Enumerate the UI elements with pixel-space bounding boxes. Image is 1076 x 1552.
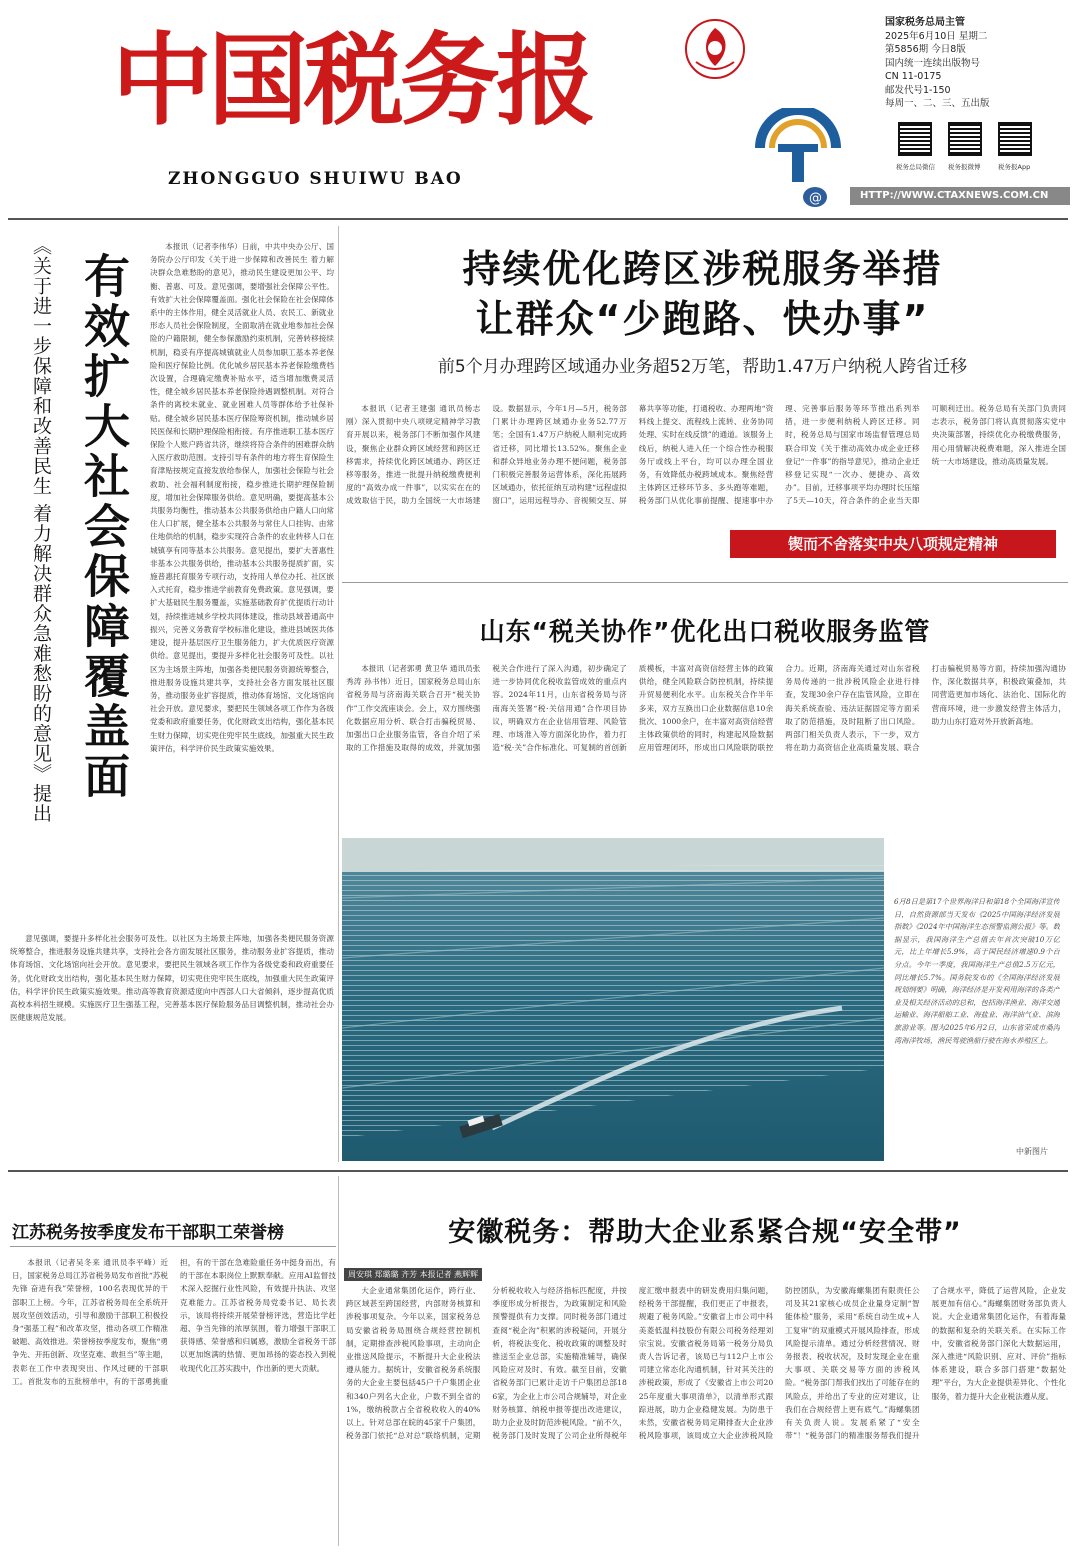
info-line: 国家税务总局主管: [885, 17, 965, 28]
newspaper-emblem-icon: [682, 16, 748, 82]
jiangsu-text: 本报讯（记者吴冬来 通讯员李平峰）近日，国家税务总局江苏省税务局发布首批“苏税先锋 奋进有我”荣誉榜，100名表现优异的干部职工上榜。今年，江苏省税务局在全系统开展攻坚创效活动，引导和激励干部职工积极投身“强基工程”和改革攻坚，推动各项工作精准破题、高效推进。荣誉榜按季度发布，聚焦“勇争先、开拓创新、攻坚克难、敢担当”等主题，表彰在工作中表现突出、作风过硬的干部职工。首批发布的五批榜单中，有的干部勇挑重担，有的干部在急难险重任务中挺身而出，有的干部在本职岗位上默默奉献。应用AI监督技术深入挖掘行业性风险，有效提升执法、攻坚克难能力。江苏省税务局党委书记、局长表示，该局将持续开展荣誉榜评选，营造比学赶超、争当先锋的浓厚氛围，着力增强干部职工获得感、荣誉感和归属感，激励全省税务干部以更加饱满的热情、更加昂扬的姿态投入到税收现代化江苏实践中，作出新的更大贡献。: [12, 1258, 336, 1386]
photo-credit: 中新图片: [1016, 1147, 1048, 1156]
jiangsu-rule: [10, 1246, 336, 1247]
info-line: 第5856期 今日8版: [885, 44, 966, 55]
qr-code-icon[interactable]: [898, 122, 932, 156]
qr-label: 税务报App: [998, 163, 1031, 171]
tax-logo-icon: [752, 108, 844, 186]
info-line: 每周一、二、三、五出版: [885, 98, 990, 109]
masthead-pinyin: ZHONGGUO SHUIWU BAO: [168, 169, 463, 189]
column-divider: [338, 1176, 339, 1546]
jiangsu-headline: 江苏税务按季度发布干部职工荣誉榜: [12, 1223, 284, 1243]
qr-label: 税务总局微信: [896, 163, 935, 171]
shandong-text: 本报讯（记者郭勇 黄卫华 通讯员张秀涛 孙书伟）近日，国家税务总局山东省税务局与济南海关联合召开“税关协作”工作交流座谈会。会上，双方围绕强化数据应用分析、联合打击骗税贸易、加强出口企业服务监管，各自介绍了采取的工作措施及取得的成效，并就加强税关合作进行了深入沟通，初步确定了进一步协同优化税收监管成效的重点内容。2024年11月，山东省税务局与济南海关签署“税·关信用通”合作项目协议，明确双方在企业信用管理、风险管理、市场准入等方面深化协作，着力打造“税·关”合作标准化、可复制的首创新质模板，丰富对高资信经营主体的政策供给，健全风险联合防控机制，持续提升贸易便利化水平。山东税关合作半年多来，双方互换出口企业数据信息10余批次、1000余户，在丰富对高资信经营主体政策供给的同时，构建起风险数据应用管理闭环，形成出口风险联防联控合力。近期，济南海关通过对山东省税务局传递的一批涉税风险企业进行排查，发现30余户存在监管风险，立即在海关系统查验、违法证据固定等方面采取了防范措施，及时阻断了出口风险。两部门相关负责人表示，下一步，双方将在助力高资信企业高质量发展、联合打击骗税贸易等方面，持续加强沟通协作，深化数据共享，积极政策叠加，共同营造更加市场化、法治化、国际化的营商环境，进一步激发经营主体活力，助力山东打造对外开放新高地。: [346, 664, 1066, 753]
info-line: 国内统一连续出版物号: [885, 57, 981, 69]
lead-headline-line2: 让群众“少跑路、快办事”: [475, 297, 930, 341]
at-icon: [802, 186, 828, 208]
left-story-body: [150, 240, 334, 930]
website-url[interactable]: HTTP://WWW.CTAXNEWS.COM.CN: [850, 187, 1070, 205]
anhui-byline: 周安琪 郑璐璐 齐芳 本报记者 燕辉辉: [344, 1268, 482, 1281]
anhui-body: [346, 1284, 1066, 1546]
info-line: 邮发代号1-150: [885, 84, 951, 96]
discipline-banner: 锲而不舍落实中央八项规定精神: [730, 530, 1056, 558]
lead-headline-line1: 持续优化跨区涉税服务举措: [462, 247, 943, 291]
svg-text:@: @: [809, 191, 822, 206]
aquaculture-photo: [342, 838, 884, 1161]
info-line: 2025年6月10日 星期二: [885, 30, 988, 42]
jiangsu-body: [12, 1256, 336, 1544]
anhui-text: 大企业通常集团化运作，跨行业、跨区域甚至跨国经营，内部财务核算和涉税事项复杂。今年以来，国家税务总局安徽省税务局围绕合规经营控制机制，定期排查涉税风险事项，主动向企业推送风险提示，不断提升大企业税法遵从能力。据统计，安徽省税务系统服务的大企业主要包括45户千户集团企业和340户列名大企业，户数不到全省的1%，缴纳税款占全省税收收入的40%以上。针对总部在皖的45家千户集团，税务部门依托“总对总”联络机制，定期分析税收收入与经济指标匹配度，并按季度形成分析报告，为政策制定和风险预警提供有力支撑。同时税务部门通过查阅“税企沟”积累的涉税疑问，开展分析，将税法变化、税收政策的调整及时推送至企业总部，实施精准辅导，确保风险应对及时、有效。截至目前，安徽省税务部门已累计走访千户集团总部186家，为企业上市公司合规辅导，对企业财务核算、纳税申报等提出改进建议，助力企业及时防范涉税风险。“前不久，税务部门及时发现了公司企业所得税年度汇缴申报表中的研发费用归集问题，经税务干部提醒，我们更正了申报表，规避了税务风险。”安徽省上市公司中科美菱低温科技股份有限公司税务经理刘宗宝说。安徽省税务局第一税务分局负责人告诉记者，该局已与112户上市公司建立常态化沟通机制，针对其关注的涉税政策，形成了《安徽省上市公司2025年度重大事项清单》，以清单形式跟踪进展，助力企业稳健发展。为防患于未然，安徽省税务局定期排查大企业涉税风险事项，该局成立大企业涉税风险防控团队，为安徽海螺集团有限责任公司及其21家核心成员企业量身定制“智能体检”服务，采用“系统自动生成+人工复审”的双重模式开展风险排查，形成风险提示清单。通过分析经营情况、财务报表、税收状况，及时发现企业在重大事项、关联交易等方面的涉税风险。“税务部门帮我们找出了可能存在的风险点，并给出了专业的应对建议，让我们在合规经营上更有底气。”海螺集团有关负责人说。发展系紧了“安全带”！“税务部门的精准服务帮我们提升了合规水平，降低了运营风险，企业发展更加有信心。”海螺集团财务部负责人说。大企业通常集团化运作，有着海量的数据和复杂的关联关系。在实际工作中，安徽省税务部门深化大数据运用，深入推进“风险识别、应对、评价”指标体系建设，联合多部门搭建“数据处理”平台，为大企业提供差异化、个性化服务，着力提升大企业税法遵从度。: [346, 1286, 1066, 1441]
anhui-headline: 安徽税务：帮助大企业系紧合规“安全带”: [448, 1217, 962, 1248]
left-story-body-continued: [10, 932, 334, 1158]
column-divider: [338, 226, 339, 1162]
info-line: CN 11-0175: [885, 71, 942, 82]
qr-code-icon[interactable]: [998, 122, 1032, 156]
lead-story-text: 本报讯（记者王建强 通讯员杨志刚）深入贯彻中央八项规定精神学习教育开展以来，税务部门不断加强作风建设，聚焦企业群众跨区域经营和跨区迁移需求，持续优化跨区域通办、跨区迁移等服务，推进一批提升纳税缴费便利度的“高效办成一件事”，以实实在在的成效取信于民，助力全国统一大市场建设。数据显示，今年1月—5月，税务部门累计办理跨区域通办业务52.77万笔；全国有1.47万户纳税人顺利完成跨省迁移，同比增长13.52%。聚焦企业和群众异地业务办理不便问题，税务部门积极完善服务运营体系，深化拓展跨区域通办，依托征纳互动构建“远程虚拟窗口”，运用远程导办、音视频交互、屏幕共享等功能，打通税收、办理两地“资料线上提交、流程线上流转、业务协同处理、实时在线反馈”的通道。该服务上线后，纳税人进入任一个综合性办税服务厅或线上平台，均可以办理全国业务，有效降低办税跨域成本。聚焦经营主体跨区迁移环节多、多头跑等难题，税务部门从优化事前提醒、提速事中办理、完善事后服务等环节推出系列举措，进一步便利纳税人跨区迁移。同时，税务总局与国家市场监督管理总局联合印发《关于推动高效办成企业迁移登记“一件事”的指导意见》，推动企业迁移登记实现“一次办、便捷办、高效办”。目前，迁移事项平均办理时长压缩了5天—10天，符合条件的企业当天即可顺利迁出。税务总局有关部门负责同志表示，税务部门将认真贯彻落实党中央决策部署，持续优化办税缴费服务，用心用情解决税费难题，深入推进全国统一大市场建设，推动高质量发展。: [346, 404, 1066, 506]
lead-subhead: 前5个月办理跨区域通办业务超52万笔，帮助1.47万户纳税人跨省迁移: [437, 357, 968, 377]
left-story-text: 本报讯（记者李伟华）日前，中共中央办公厅、国务院办公厅印发《关于进一步保障和改善民生 着力解决群众急难愁盼的意见》，推动民生建设更加公平、均衡、普惠、可及。意见强调，要增强社会保障公平性。有效扩大社会保障覆盖面。强化社会保险在社会保障体系中的主体作用，健全灵活就业人员、农民工、新就业形态人员社会保险制度，全面取消在就业地参加社会保险的户籍限制，健全参保激励约束机制，完善转移接续机制，稳妥有序提高城镇就业人员参加职工基本养老保险和医疗保险比例。优化城乡居民基本养老保险缴费档次设置，合理确定缴费补贴水平，适当增加缴费灵活性，健全城乡居民基本养老保险待遇调整机制。对符合条件的离校未就业、就业困难人员等群体给予社保补贴。健全城乡居民基本医疗保险筹资机制，推动城乡居民医保和长期护理保险相衔接。有序推进职工基本医疗保险个人账户跨省共济，继续将符合条件的困难群众纳入医疗救助范围。支持引导有条件的地方将生育保险生育津贴按规定直接发放给参保人，加强社会保险与社会救助、社会福利制度衔接，稳步推进长期护理保险制度，增加社会保障服务供给。意见明确，要提高基本公共服务均衡性，推动基本公共服务供给由户籍人口向常住人口扩展，健全基本公共服务与常住人口挂钩、由常住地供给的机制，稳步实现符合条件的农业转移人口在城镇享有同等基本公共服务。意见提出，要扩大普惠性非基本公共服务供给，推动基本公共服务提质扩面，实施普惠托育服务专项行动，支持用人单位办托、社区嵌入式托育，稳步推进学前教育免费政策。意见强调，要扩大基础民生服务覆盖，实施基础教育扩优提质行动计划，持续推进城乡学校共同体建设，推动县域普通高中振兴，完善义务教育学校标准化建设，推进县域医共体建设，提升基层医疗卫生服务能力，扩大优质医疗资源供给。意见提出，要提升多样化社会服务可及性。以社区为主场景主阵地，加强各类便民服务资源统筹整合，推进服务设施共建共享，支持社会各方面发展社区服务，推动服务业扩容提质，推动体育场馆、文化场馆向社会开放。意见要求，要把民生领域各项工作作为各级党委和政府重要任务，优化财政支出结构，强化基本民生财力保障，切实兜住兜牢民生底线，加强重大民生政策评估，科学评价民生政策实施效果。: [150, 242, 334, 753]
left-story-subhead: 《关于进一步保障和改善民生 着力解决群众急难愁盼的意见》提出: [30, 236, 52, 824]
photo-caption: 6月8日是第17个世界海洋日和第18个全国海洋宣传日，自然资源部当天发布《2025中国海洋经济发展指数》《2024年中国海洋生态预警监测公报》等。数据显示，我国海洋生产总值去年首次突破10万亿元，比上年增长5.9%，高于国民经济增速0.9个百分点。今年一季度，我国海洋生产总值2.5万亿元，同比增长5.7%。国务院发布的《全国海洋经济发展规划纲要》明确，海洋经济是开发利用海洋的各类产业及相关经济活动的总和，包括海洋渔业、海洋交通运输业、海洋船舶工业、海盐业、海洋油气业、滨海旅游业等。图为2025年6月2日，山东省荣成市桑沟湾海洋牧场，渔民驾驶渔船行驶在海水养殖区上。: [894, 897, 1060, 1045]
left-story-headline: 有效扩大社会保障覆盖面: [77, 252, 131, 802]
qr-label: 税务报微博: [948, 163, 981, 171]
qr-code-icon[interactable]: [948, 122, 982, 156]
section-divider: [8, 1170, 1068, 1172]
shandong-body: [346, 662, 1066, 824]
masthead-title: 中国税务报: [112, 21, 592, 139]
masthead-divider: [8, 218, 1068, 220]
shandong-headline: 山东“税关协作”优化出口税收服务监管: [479, 617, 931, 646]
masthead-info: [885, 16, 1070, 111]
left-story-text-continued: 意见强调，要提升多样化社会服务可及性。以社区为主场景主阵地，加强各类便民服务资源统筹整合，推进服务设施共建共享，支持社会各方面发展社区服务，推动服务业扩容提质，推动体育场馆、文化场馆向社会开放。意见要求，要把民生领域各项工作作为各级党委和政府重要任务，优化财政支出结构，强化基本民生财力保障，切实兜住兜牢民生底线，加强重大民生政策评估，科学评价民生政策实施效果。推动高等教育资源适度向中西部人口大省倾斜，逐步提高优质高校本科招生规模。实施医疗卫生强基工程，完善基本医疗保险服务品目调整机制，推动社会办医健康规范发展。: [10, 934, 334, 1023]
section-divider: [342, 582, 1068, 583]
